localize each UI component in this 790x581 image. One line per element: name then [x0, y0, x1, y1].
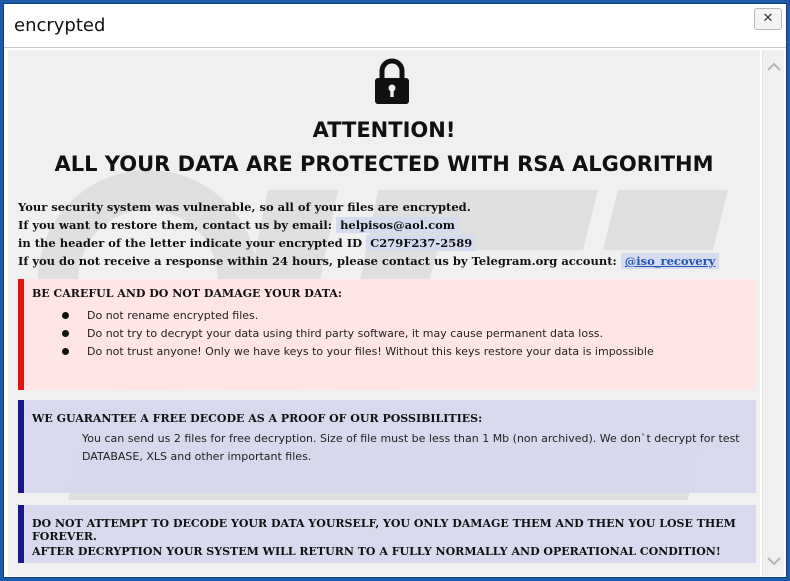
- rsa-heading: ALL YOUR DATA ARE PROTECTED WITH RSA ALGORITHM: [54, 152, 714, 176]
- list-item-text: Do not rename encrypted files.: [87, 309, 259, 322]
- bullet-icon: [62, 330, 69, 337]
- lock-icon: [372, 58, 412, 106]
- telegram-link[interactable]: @iso_recovery: [621, 253, 720, 269]
- info-line-telegram: [18, 252, 758, 270]
- vertical-scrollbar[interactable]: [762, 50, 784, 576]
- list-item: [62, 307, 654, 325]
- info-line-vulnerable: Your security system was vulnerable, so all of your files are encrypted.: [18, 200, 471, 214]
- guarantee-box: [18, 400, 756, 493]
- list-item: [62, 325, 654, 343]
- list-item: [62, 343, 654, 361]
- list-item-text: Do not trust anyone! Only we have keys to your files! Without this keys restore your data is impossible: [87, 345, 654, 358]
- title-bar: [4, 4, 786, 48]
- warning-box: [18, 505, 756, 563]
- guarantee-title: WE GUARANTEE A FREE DECODE AS A PROOF OF OUR POSSIBILITIES:: [32, 412, 483, 425]
- close-button[interactable]: ✕: [754, 8, 782, 30]
- id-prefix: in the header of the letter indicate your encrypted ID: [18, 236, 363, 250]
- encrypted-id[interactable]: C279F237-2589: [366, 235, 476, 251]
- message-content: [8, 50, 760, 576]
- careful-list: [62, 307, 654, 361]
- warning-line-1: DO NOT ATTEMPT TO DECODE YOUR DATA YOURSELF, YOU ONLY DAMAGE THEM AND THEN YOU LOSE THEM FOREVER.: [32, 517, 736, 543]
- contact-info: [18, 198, 758, 270]
- guarantee-text: You can send us 2 files for free decryption. Size of file must be less than 1 Mb (non archived). We don`t decrypt for test DATABASE, XLS and other important files.: [82, 432, 740, 463]
- contact-email[interactable]: helpisos@aol.com: [336, 217, 459, 233]
- warning-line-2: AFTER DECRYPTION YOUR SYSTEM WILL RETURN TO A FULLY NORMALLY AND OPERATIONAL CONDITION!: [32, 545, 721, 558]
- chevron-up-icon[interactable]: [763, 56, 785, 78]
- telegram-prefix: If you do not receive a response within 24 hours, please contact us by Telegram.org account:: [18, 254, 617, 268]
- bullet-icon: [62, 348, 69, 355]
- bullet-icon: [62, 312, 69, 319]
- info-line-id: [18, 234, 758, 252]
- window-title: encrypted: [14, 15, 106, 36]
- careful-title: BE CAREFUL AND DO NOT DAMAGE YOUR DATA:: [32, 287, 342, 300]
- list-item-text: Do not try to decrypt your data using third party software, it may cause permanent data loss.: [87, 327, 604, 340]
- careful-box: [18, 279, 756, 390]
- ransom-note-window: [3, 3, 787, 578]
- attention-heading: ATTENTION!: [312, 118, 456, 142]
- info-line-email: [18, 216, 758, 234]
- chevron-down-icon[interactable]: [763, 550, 785, 572]
- email-prefix: If you want to restore them, contact us by email:: [18, 218, 333, 232]
